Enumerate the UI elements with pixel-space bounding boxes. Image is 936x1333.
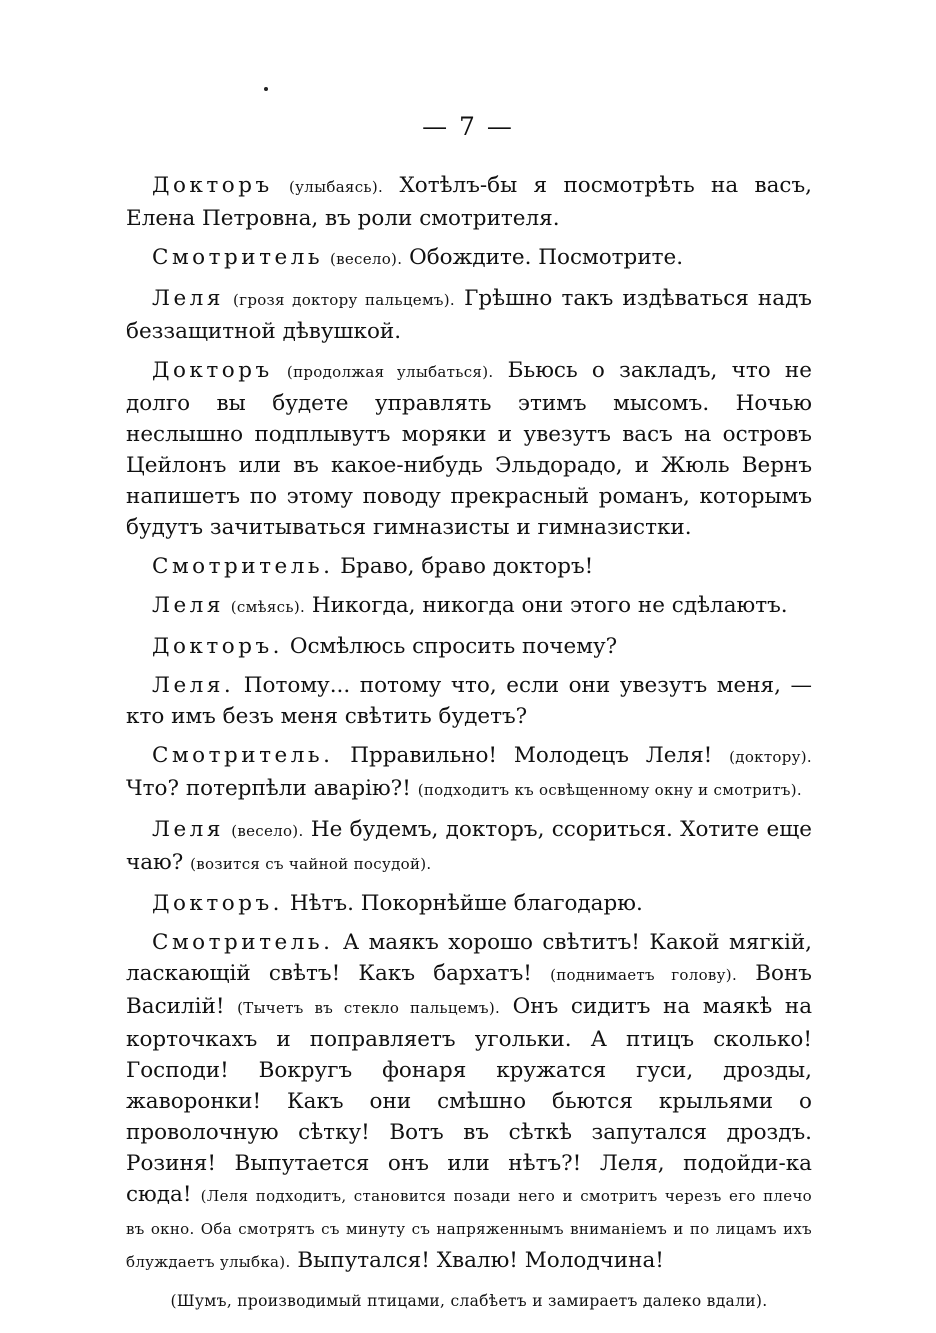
speech-text [273,173,289,198]
speech-text [323,245,330,270]
speech-text: Онъ сидитъ на маякѣ на корточкахъ и поправляетъ угольки. А птицъ сколько! Господи! Вокругъ фонаря кружатся гуси, дрозды, жаворонки! Какъ они смѣшно бьются крыльями о проволочную сѣтку! Вотъ въ сѣткѣ запутался дроздъ. Розиня! Выпутается онъ или нѣтъ?! Леля, подойди-ка сюда! [126,994,813,1207]
stage-direction: (доктору). [729,748,812,766]
speech-text: Никогда, никогда они этого не сдѣлаютъ. [305,593,788,618]
speech-text: А маякъ хорошо свѣтитъ! Какой мягкій, ласкающій свѣтъ! Какъ бархатъ! [126,930,812,986]
speaker-name: Докторъ [152,358,273,383]
speaker-name: Докторъ. [152,891,283,916]
stage-direction: (Леля подходитъ, становится позади него и смотритъ черезъ его плечо въ окно. Оба смотрятъ съ минуту съ напряженнымъ вниманіемъ и по лицамъ ихъ блуждаетъ улыбка). [126,1187,812,1271]
footer-stage-direction: (Шумъ, производимый птицами, слабѣетъ и замираетъ далеко вдали). [170,1292,768,1310]
page-number: — 7 — [422,112,514,141]
speaker-name: Леля [152,817,224,842]
dialogue-paragraph [126,170,812,234]
speech-text: Браво, браво докторъ! [333,554,594,579]
speech-text: Что? потерпѣли аварію?! [126,776,418,801]
stage-direction: (подходитъ къ освѣщенному окну и смотритъ). [417,781,802,799]
speaker-name: Смотритель [152,245,324,270]
speech-text [273,358,287,383]
stage-direction: (смѣясь). [230,598,306,616]
stage-direction: (грозя доктору пальцемъ). [233,291,455,309]
speech-text: Хотѣлъ-бы я посмотрѣть на васъ, Елена Петровна, въ роли смотрителя. [126,173,812,231]
dialogue-paragraph [126,242,812,275]
speech-text: Не будемъ, докторъ, ссориться. Хотите еще чаю? [126,817,812,875]
dialogue-paragraph [126,888,812,919]
stage-direction: (поднимаетъ голову). [550,966,738,984]
speech-text: Выпутался! Хвалю! Молодчина! [290,1248,664,1273]
stage-direction: (продолжая улыбаться). [286,363,494,381]
speech-text: Обождите. Посмотрите. [402,245,684,270]
speech-text: Осмѣлюсь спросить почему? [282,634,618,659]
speech-text: Бьюсь о закладъ, что не долго вы будете управлять этимъ мысомъ. Ночью неслышно подплывутъ моряки и увезутъ васъ на островъ Цейлонъ или въ какое-нибудь Эльдорадо, и Жюль Вернъ напишетъ по этому поводу прекрасный романъ, которымъ будутъ зачитываться гимназисты и гимназистки. [126,358,812,540]
stage-direction: (улыбаясь). [289,178,384,196]
speaker-name: Леля [152,593,224,618]
dialogue-paragraph [126,283,812,347]
dialogue-paragraph [126,631,812,662]
dialogue-paragraph [126,551,812,582]
stage-direction: (возится съ чайной посудой). [190,855,432,873]
speaker-name: Докторъ [152,173,273,198]
speech-text [224,286,233,311]
speech-text: Грѣшно такъ издѣваться надъ беззащитной дѣвушкой. [126,286,812,344]
speaker-name: Смотритель. [152,554,334,579]
dialogue-paragraph [126,740,812,806]
stage-direction: (Тычетъ въ стекло пальцемъ). [237,999,501,1017]
speaker-name: Смотритель. [152,743,334,768]
speaker-name: Леля [152,286,224,311]
speaker-name: Докторъ. [152,634,283,659]
speech-text: Прравильно! Молодецъ Леля! [333,743,730,768]
speech-text: Нѣтъ. Покорнѣйше благодарю. [282,891,643,916]
speaker-name: Смотритель. [152,930,334,955]
speech-text [224,593,231,618]
speech-text: Вонъ Василій! [126,961,812,1019]
stage-direction: (весело). [329,250,403,268]
dialogue-paragraph [126,814,812,880]
play-text [126,170,812,1325]
speaker-name: Леля. [152,673,235,698]
dialogue-paragraph [126,590,812,623]
dialogue-paragraph [126,355,812,543]
speech-text: Потому... потому что, если они увезутъ меня, — кто имъ безъ меня свѣтить будетъ? [126,673,812,729]
dialogue-paragraph [126,927,812,1278]
ink-speck [264,87,268,91]
dialogue-paragraph [126,670,812,732]
stage-direction: (весело). [231,822,304,840]
